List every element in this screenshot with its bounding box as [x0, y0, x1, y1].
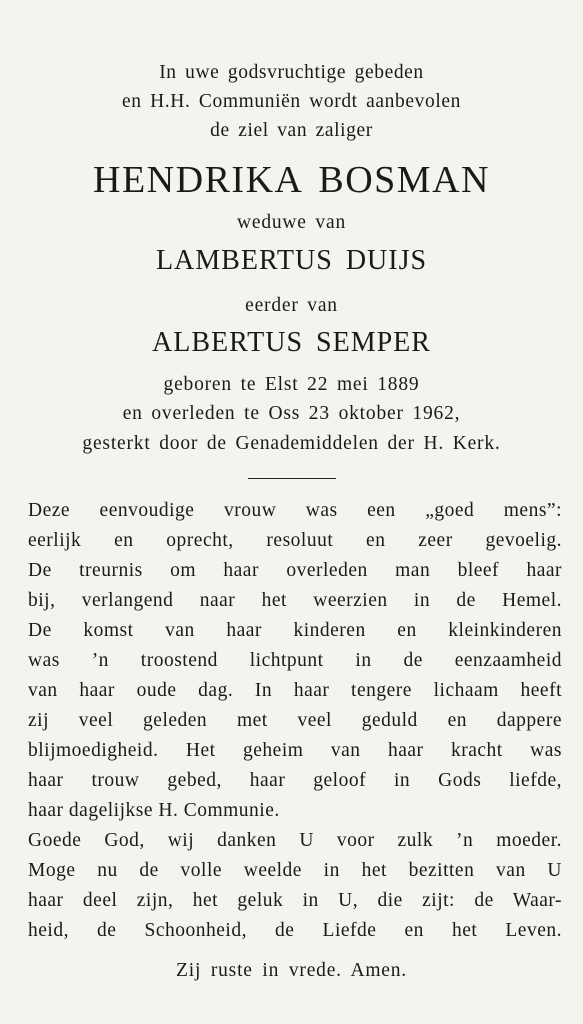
text-line-6: was ’n troostend lichtpunt in de eenzaamheid	[28, 650, 562, 671]
text-line-14: haar deel zijn, het geluk in U, die zijt: de Waar-	[28, 890, 562, 911]
text-line-9: blijmoedigheid. Het geheim van haar kracht was	[28, 740, 562, 761]
sacraments-line: gesterkt door de Genademiddelen der H. Kerk.	[82, 433, 501, 454]
death-line: en overleden te Oss 23 oktober 1962,	[122, 403, 461, 424]
section-divider	[248, 478, 336, 479]
husband-1-name: LAMBERTUS DUIJS	[155, 245, 428, 276]
text-line-1: Deze eenvoudige vrouw was een „goed mens”:	[28, 500, 562, 521]
text-line-15: heid, de Schoonheid, de Liefde en het Leven.	[28, 920, 562, 941]
text-line-13: Moge nu de volle weelde in het bezitten van U	[28, 860, 562, 881]
text-line-3: De treurnis om haar overleden man bleef haar	[28, 560, 562, 581]
birth-line: geboren te Elst 22 mei 1889	[163, 374, 420, 395]
closing-prayer: Zij ruste in vrede. Amen.	[176, 960, 407, 981]
formerly-of-label: eerder van	[245, 295, 338, 316]
intro-line-1: In uwe godsvruchtige gebeden	[159, 62, 424, 83]
text-line-4: bij, verlangend naar het weerzien in de Hemel.	[28, 590, 562, 611]
text-line-7: van haar oude dag. In haar tengere lichaam heeft	[28, 680, 562, 701]
widow-of-label: weduwe van	[236, 212, 346, 233]
text-line-8: zij veel geleden met veel geduld en dappere	[28, 710, 562, 731]
intro-line-2: en H.H. Communiën wordt aanbevolen	[122, 91, 461, 112]
text-line-12: Goede God, wij danken U voor zulk ’n moeder.	[28, 830, 562, 851]
text-line-5: De komst van haar kinderen en kleinkinderen	[28, 620, 562, 641]
text-line-11: haar dagelijkse H. Communie.	[28, 800, 280, 821]
text-line-2: eerlijk en oprecht, resoluut en zeer gevoelig.	[28, 530, 562, 551]
intro-line-3: de ziel van zaliger	[210, 120, 373, 141]
deceased-name: HENDRIKA BOSMAN	[93, 159, 490, 201]
husband-2-name: ALBERTUS SEMPER	[152, 327, 431, 358]
text-line-10: haar trouw gebed, haar geloof in Gods liefde,	[28, 770, 562, 791]
